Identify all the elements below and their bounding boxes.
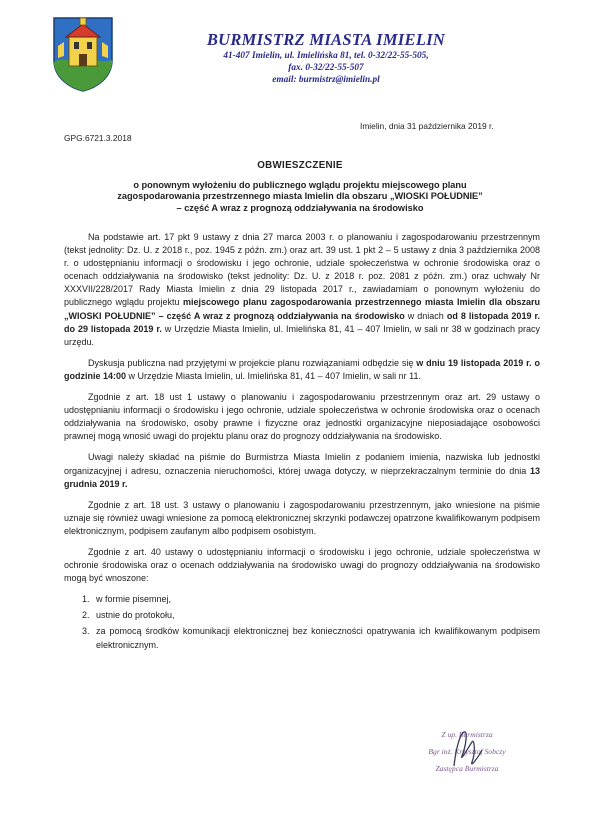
paragraph-public-discussion	[64, 357, 540, 383]
bold-run: od 8 listopada 2019 r. do 29 listopada 2019 r.	[64, 310, 540, 334]
text-run: Dyskusja publiczna nad przyjętymi w projekcie planu rozwiązaniami odbędzie się	[88, 357, 417, 368]
subtitle-line: zagospodarowania przestrzennego miasta Imielin dla obszaru „WIOSKI POŁUDNIE”	[117, 191, 483, 202]
document-title: OBWIESZCZENIE	[257, 160, 343, 171]
text-run: w Urzędzie Miasta Imielin, ul. Imielińska 81, 41 – 407 Imielin, w sali nr 11.	[126, 370, 421, 381]
text-run: Uwagi należy składać na piśmie do Burmistrza Miasta Imielin z podaniem imienia, nazwiska lub jednostki organizacyjnej i adresu, oznaczenia nieruchomości, której uwaga dotyczy, w nieprzekraczalnym terminie do dnia	[64, 452, 540, 476]
submission-methods-list	[64, 593, 540, 651]
issuer-email: email: burmistrz@imielin.pl	[272, 75, 380, 85]
stamp-line: Bgr inż. Krzysztof Sobczy	[428, 747, 506, 756]
paragraph-forecast-remarks: Zgodnie z art. 40 ustawy o udostępnianiu informacji o środowisku i jego ochronie, udziale społeczeństwa w ochronie środowiska oraz o ocenach oddziaływania na środowisko uwagi do prognozy oddziaływania na środowisko mogą być wnoszone:	[64, 546, 540, 584]
handwritten-signature	[446, 728, 486, 770]
text-run: w Urzędzie Miasta Imielin, ul. Imielińska 81, 41 – 407 Imielin, w sali nr 38 w godzinach pracy urzędu.	[64, 323, 540, 347]
list-item: 2. ustnie do protokołu,	[92, 609, 540, 622]
subtitle-line: – część A wraz z prognozą oddziaływania na środowisko	[176, 202, 424, 213]
case-number: GPG.6721.3.2018	[64, 133, 132, 143]
subtitle-line: o ponownym wyłożeniu do publicznego wglądu projektu miejscowego planu	[133, 180, 467, 190]
letterhead	[196, 30, 456, 86]
document-subtitle	[70, 180, 530, 214]
issuer-address: 41-407 Imielin, ul. Imielińska 81, tel. 0-32/22-55-505,	[223, 51, 429, 61]
paragraph-remarks-submission	[64, 451, 540, 490]
paragraph-remarks-right: Zgodnie z art. 18 ust 1 ustawy o planowaniu i zagospodarowaniu przestrzennym oraz art. 29 ustawy o udostępnianiu informacji o środowisku i jego ochronie, udziale społeczeństwa w ochronie środowiska oraz o ocenach oddziaływania na środowisko, osoby prawne i fizyczne oraz jednostki organizacyjne nieposiadające osobowości prawnej mogą wnosić uwagi do projektu planu oraz do prognozy oddziaływania na środowisko.	[64, 392, 540, 442]
list-item: 3. za pomocą środków komunikacji elektronicznej bez konieczności opatrywania ich kwalifikowanym podpisem elektronicznym.	[92, 625, 540, 651]
list-item: 1. w formie pisemnej,	[92, 593, 540, 606]
bold-run: w dniu 19 listopada 2019 r. o godzinie 14:00	[64, 357, 540, 381]
document-date: Imielin, dnia 31 października 2019 r.	[360, 121, 494, 131]
stamp-line: Zastępca Burmistrza	[435, 764, 499, 773]
bold-run: 13 grudnia 2019 r.	[64, 465, 540, 489]
document-body	[64, 231, 540, 655]
paragraph-electronic-remarks: Zgodnie z art. 18 ust. 3 ustawy o planowaniu i zagospodarowaniu przestrzennym, jako wniesione na piśmie uznaje się również uwagi wniesione za pomocą elektronicznej skrzynki podawczej opatrzone kwalifikowanym podpisem elektronicznym, podpisem zaufanym albo podpisem osobistym.	[64, 499, 540, 536]
text-run: w dniach	[404, 310, 447, 321]
issuer-fax: fax. 0-32/22-55-507	[288, 63, 364, 73]
paragraph-legal-basis	[64, 231, 540, 349]
bold-run: miejscowego planu zagospodarowania przestrzennego miasta Imielin dla obszaru „WIOSKI POŁUDNIE” – część A wraz z prognozą oddziaływania na środowisko	[64, 297, 540, 321]
coat-of-arms-icon	[52, 16, 114, 92]
stamp-line: Z up. Burmistrza	[441, 730, 493, 739]
issuer-title: BURMISTRZ MIASTA IMIELIN	[206, 30, 446, 49]
text-run: Na podstawie art. 17 pkt 9 ustawy z dnia 27 marca 2003 r. o planowaniu i zagospodarowaniu przestrzennym (tekst jednolity: Dz. U. z 2018 r., poz. 1945 z późn. zm.) oraz art. 39 ust. 1 pkt 2 – 5 ustawy z dnia 3 października 2008 r. o udostępnianiu informacji o środowisku i jego ochronie, udziale społeczeństwa w ochronie środowiska oraz o ocenach oddziaływania na środowisko (tekst jednolity: Dz. U. z 2018 r. poz. 2081 z późn. zm.) oraz uchwały Nr XXXVII/228/2017 Rady Miasta Imielin z dnia 29 listopada 2017 r., zawiadamiam o ponownym wyłożeniu do publicznego wglądu projektu	[64, 232, 540, 308]
